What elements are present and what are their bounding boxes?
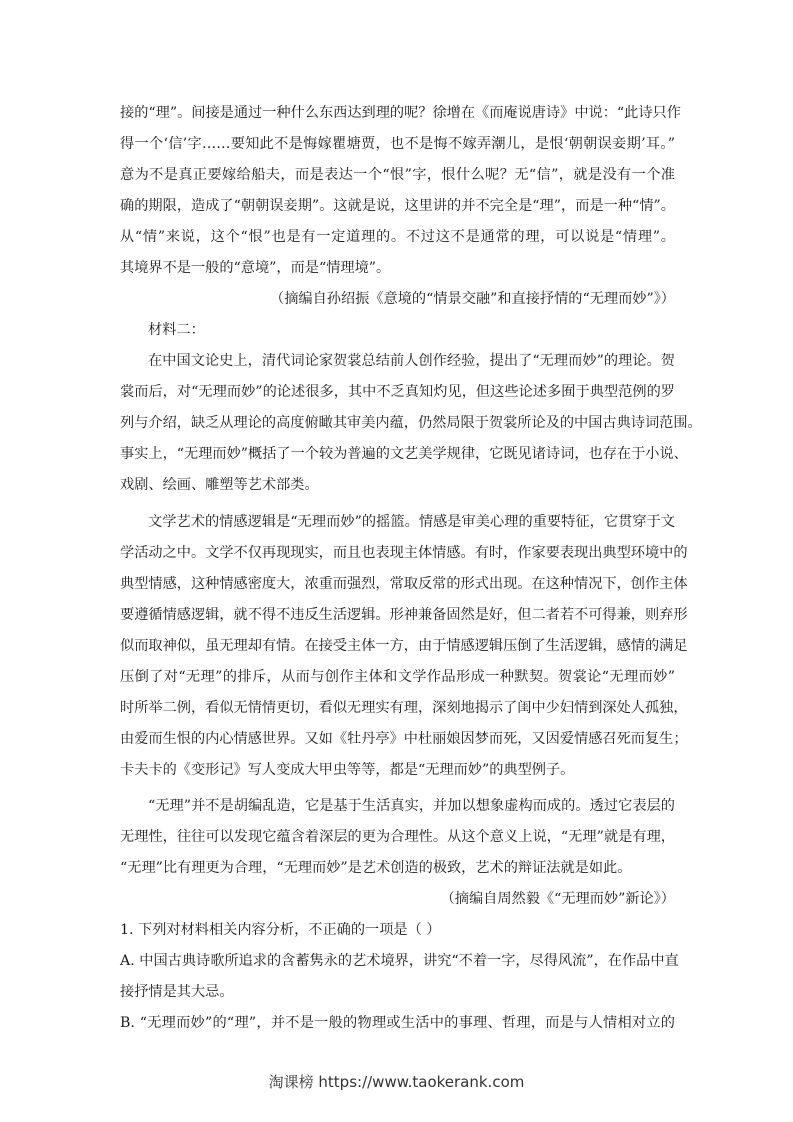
text-line: 从“情”来说，这个“恨”也是有一定道理的。不过这不是通常的理，可以说是“情理”。 xyxy=(120,229,675,245)
text-line: 列与介绍，缺乏从理论的高度俯瞰其审美内蕴，仍然局限于贺裳所论及的中国古典诗词范围。 xyxy=(120,415,702,431)
text-line: 要遵循情感逻辑，就不得不违反生活逻辑。形神兼备固然是好，但二者若不可得兼，则弃形 xyxy=(120,607,688,623)
text-line: 无理性，往往可以发现它蕴含着深层的更为合理性。从这个意义上说，“无理”就是有理， xyxy=(120,829,675,845)
text-line: 确的期限，造成了“朝朝误妾期”。这就是说，这里讲的并不完全是“理”，而是一种“情”。 xyxy=(120,198,675,214)
text-line: 文学艺术的情感逻辑是“无理而妙”的摇篮。情感是审美心理的重要特征，它贯穿于文 xyxy=(148,514,675,530)
text-line: 在中国文论史上，清代词论家贺裳总结前人创作经验，提出了“无理而妙”的理论。贺 xyxy=(148,353,675,369)
text-line: 由爱而生恨的内心情感世界。又如《牡丹亭》中杜丽娘因梦而死，又因爱情感召死而复生； xyxy=(120,731,688,747)
text-line: 接的“理”。间接是通过一种什么东西达到理的呢？徐增在《而庵说唐诗》中说：“此诗只作 xyxy=(120,105,681,121)
text-line: 典型情感，这种情感密度大，浓重而强烈，常取反常的形式出现。在这种情况下，创作主体 xyxy=(120,576,688,592)
text-line: “无理”比有理更为合理，“无理而妙”是艺术创造的极致，艺术的辩证法就是如此。 xyxy=(120,860,632,876)
text-line: 戏剧、绘画、雕塑等艺术部类。 xyxy=(120,477,319,493)
question-stem: 1. 下列对材料相关内容分析，不正确的一项是（ ） xyxy=(120,922,441,938)
text-line: 得一个‘信’字……要知此不是悔嫁瞿塘贾，也不是悔不嫁弄潮儿，是恨‘朝朝误妾期’耳。” xyxy=(120,136,675,152)
text-line: “无理”并不是胡编乱造，它是基于生活真实，并加以想象虚构而成的。透过它表层的 xyxy=(148,798,675,814)
text-line: 似而取神似，虽无理却有情。在接受主体一方，由于情感逻辑压倒了生活逻辑，感情的满足 xyxy=(120,638,688,654)
text-line: 意为不是真正要嫁给船夫，而是表达一个“恨”字，恨什么呢？无“信”，就是没有一个准 xyxy=(120,167,675,183)
option-a-line: 接抒情是其大忌。 xyxy=(120,984,234,1000)
text-line: 学活动之中。文学不仅再现现实，而且也表现主体情感。有时，作家要表现出典型环境中的 xyxy=(120,545,688,561)
footer-watermark: 淘课榜 https://www.taokerank.com xyxy=(268,1073,525,1091)
text-line: 事实上，“无理而妙”概括了一个较为普遍的文艺美学规律，它既见诸诗词，也存在于小说、 xyxy=(120,446,688,462)
section-heading: 材料二： xyxy=(148,322,205,338)
option-b-line: B. “无理而妙”的“理”，并不是一般的物理或生活中的事理、哲理，而是与人情相对立的 xyxy=(120,1015,675,1031)
text-line: 其境界不是一般的“意境”，而是“情理境”。 xyxy=(120,260,391,276)
text-line: 时所举二例，看似无情情更切，看似无理实有理，深刻地揭示了闺中少妇情到深处人孤独， xyxy=(120,700,688,716)
text-line: 裳而后，对“无理而妙”的论述很多，其中不乏真知灼见，但这些论述多囿于典型范例的罗 xyxy=(120,384,675,400)
text-line: 卡夫卡的《变形记》写人变成大甲虫等等，都是“无理而妙”的典型例子。 xyxy=(120,762,575,778)
option-a-line: A. 中国古典诗歌所追求的含蓄隽永的艺术境界，讲究“不着一字，尽得风流”，在作品中直 xyxy=(120,953,679,969)
text-line: 压倒了对“无理”的排斥，从而与创作主体和文学作品形成一种默契。贺裳论“无理而妙” xyxy=(120,669,675,685)
source-citation: （摘编自孙绍振《意境的“情景交融”和直接抒情的“无理而妙”》） xyxy=(270,291,675,307)
source-citation: （摘编自周然毅《“无理而妙”新论》） xyxy=(440,891,675,907)
